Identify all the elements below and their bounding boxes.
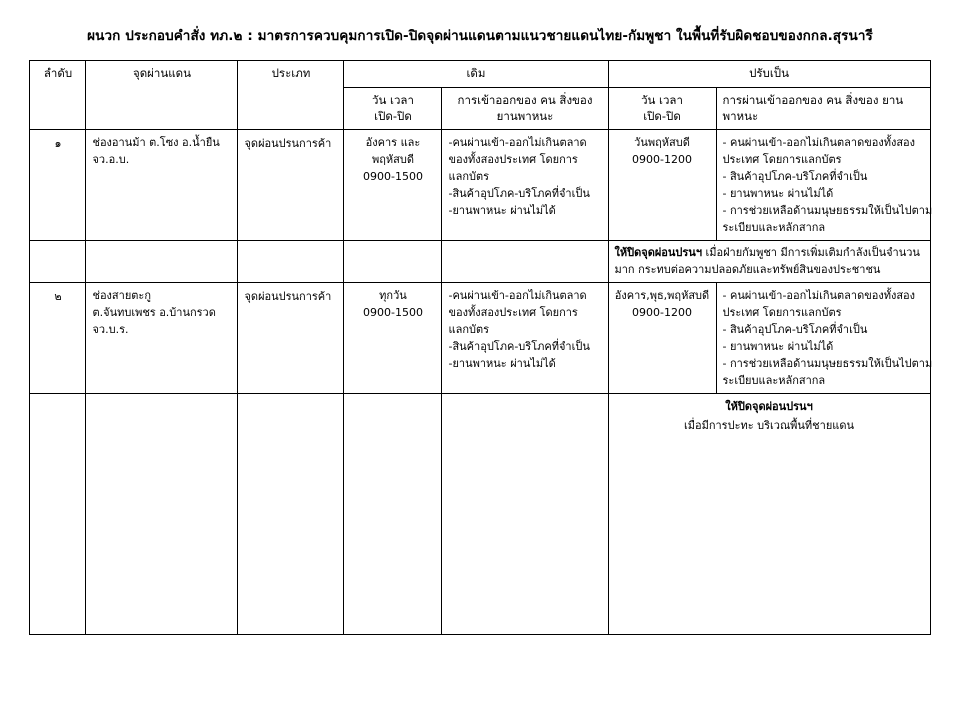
header-new-date: [608, 87, 716, 129]
row-point-line2: จว.อ.บ.: [92, 152, 130, 166]
note-point-spacer: [86, 241, 238, 283]
row-new-terms: [716, 283, 933, 394]
row-new-date-line2: 0900-1200: [632, 306, 692, 320]
row-old-terms-line1: -คนผ่านเข้า-ออกไม่เกินตลาด: [448, 289, 587, 303]
row-old-terms-line4: -สินค้าอุปโภค-บริโภคที่จำเป็น: [448, 187, 590, 201]
note-old-date-spacer: [344, 241, 442, 283]
row-new-date-line2: 0900-1200: [632, 152, 692, 166]
note-line2: มาก กระทบต่อความปลอดภัยและทรัพย์สินของประชาชน: [614, 262, 881, 276]
table-note-row: [30, 241, 930, 283]
header-new-terms: การผ่านเข้าออกของ คน สิ่งของ ยานพาหนะ: [716, 87, 930, 129]
row-new-terms-line4: - ยานพาหนะ ผ่านไม่ได้: [722, 187, 834, 201]
row-new-terms-line1: - คนผ่านเข้า-ออกไม่เกินตลาดของทั้งสอง: [722, 289, 916, 303]
note-no-spacer: [30, 241, 86, 283]
note-text: [608, 241, 930, 283]
row-old-date-line2: พฤหัสบดี: [371, 152, 414, 166]
row-old-terms-line5: -ยานพาหนะ ผ่านไม่ได้: [448, 204, 556, 218]
row-new-date: [608, 283, 716, 394]
row-new-date-line1: อังคาร,พุธ,พฤหัสบดี: [614, 289, 710, 303]
row-new-terms-line3: - สินค้าอุปโภค-บริโภคที่จำเป็น: [722, 169, 868, 183]
header-old-date: [344, 87, 442, 129]
header-old-terms-line1: การเข้าออกของ คน สิ่งของ: [457, 92, 593, 107]
note-bold: ให้ปิดจุดผ่อนปรนฯ: [614, 246, 702, 260]
table-closing-row: [30, 394, 930, 635]
row-old-terms-line3: แลกบัตร: [448, 169, 490, 183]
row-point-line1: ช่องอานม้า ต.โซง อ.น้ำยืน: [92, 135, 220, 149]
row-new-terms-line2: ประเทศ โดยการแลกบัตร: [722, 306, 842, 320]
row-new-terms-line6: ระเบียบและหลักสากล: [722, 374, 826, 388]
table-row: [30, 129, 930, 240]
row-new-terms-line5: - การช่วยเหลือด้านมนุษยธรรมให้เป็นไปตาม: [722, 204, 933, 218]
table-header-group-row: [30, 60, 930, 87]
row-old-date-line1: อังคาร และ: [365, 135, 421, 149]
row-new-terms-line6: ระเบียบและหลักสากล: [722, 221, 826, 235]
header-point: จุดผ่านแดน: [86, 60, 238, 129]
row-point: [86, 129, 238, 240]
table-body: [30, 129, 933, 635]
closing-text: [608, 394, 930, 635]
closing-old-terms-spacer: [442, 394, 608, 635]
header-old-date-line1: วัน เวลา: [372, 92, 414, 107]
row-type: จุดผ่อนปรนการค้า: [238, 129, 344, 240]
row-point: [86, 283, 238, 394]
page-title: ผนวก ประกอบคำสั่ง ทภ.๒ : มาตรการควบคุมการเปิด-ปิดจุดผ่านแดนตามแนวชายแดนไทย-กัมพูชา ในพื้นที่รับผิดชอบของกกล.สุรนารี: [87, 28, 873, 44]
header-new-date-line1: วัน เวลา: [641, 92, 683, 107]
row-old-date-line3: 0900-1500: [363, 169, 423, 183]
closing-no-spacer: [30, 394, 86, 635]
row-new-terms-line3: - สินค้าอุปโภค-บริโภคที่จำเป็น: [722, 323, 868, 337]
header-group-old: เดิม: [344, 60, 608, 87]
row-old-terms: [442, 283, 608, 394]
row-old-date-line1: ทุกวัน: [379, 289, 407, 303]
note-text-l1: เมื่อฝ่ายกัมพูชา มีการเพิ่มเติมกำลังเป็นจำนวน: [702, 246, 920, 260]
closing-bold: ให้ปิดจุดผ่อนปรนฯ: [725, 400, 813, 414]
row-old-terms-line4: -สินค้าอุปโภค-บริโภคที่จำเป็น: [448, 340, 590, 354]
document-page: [0, 28, 960, 707]
header-old-date-line2: เปิด-ปิด: [374, 109, 412, 124]
row-old-terms-line2: ของทั้งสองประเทศ โดยการ: [448, 152, 578, 166]
row-no: ๒: [30, 283, 86, 394]
header-new-date-line2: เปิด-ปิด: [643, 109, 681, 124]
row-new-date: [608, 129, 716, 240]
row-old-date: [344, 283, 442, 394]
closing-old-date-spacer: [344, 394, 442, 635]
note-line1: [615, 245, 924, 262]
row-no: ๑: [30, 129, 86, 240]
note-old-terms-spacer: [442, 241, 608, 283]
row-point-line2: ต.จันทบเพชร อ.บ้านกรวด: [92, 306, 216, 320]
row-new-terms-line5: - การช่วยเหลือด้านมนุษยธรรมให้เป็นไปตาม: [722, 357, 933, 371]
closing-body: เมื่อมีการปะทะ บริเวณพื้นที่ชายแดน: [683, 419, 855, 433]
row-old-terms-line3: แลกบัตร: [448, 323, 490, 337]
header-group-new: ปรับเป็น: [608, 60, 930, 87]
note-type-spacer: [238, 241, 344, 283]
row-old-terms-line1: -คนผ่านเข้า-ออกไม่เกินตลาด: [448, 135, 587, 149]
header-old-terms-line2: ยานพาหนะ: [496, 109, 554, 124]
row-old-date-line2: 0900-1500: [363, 306, 423, 320]
row-point-line3: จว.บ.ร.: [92, 323, 129, 337]
border-control-table: [29, 60, 933, 636]
row-old-terms: [442, 129, 608, 240]
row-new-terms: [716, 129, 933, 240]
header-old-terms: [442, 87, 608, 129]
row-new-terms-line1: - คนผ่านเข้า-ออกไม่เกินตลาดของทั้งสอง: [722, 135, 916, 149]
row-old-terms-line2: ของทั้งสองประเทศ โดยการ: [448, 306, 578, 320]
closing-type-spacer: [238, 394, 344, 635]
row-old-terms-line5: -ยานพาหนะ ผ่านไม่ได้: [448, 357, 556, 371]
row-old-date: [344, 129, 442, 240]
row-new-date-line1: วันพฤหัสบดี: [634, 135, 690, 149]
row-new-terms-line4: - ยานพาหนะ ผ่านไม่ได้: [722, 340, 834, 354]
table-row: [30, 283, 930, 394]
table-header: [30, 60, 930, 129]
header-type: ประเภท: [238, 60, 344, 129]
row-point-line1: ช่องสายตะกู: [92, 289, 151, 303]
header-no: ลำดับ: [30, 60, 86, 129]
row-new-terms-line2: ประเทศ โดยการแลกบัตร: [722, 152, 842, 166]
row-type: จุดผ่อนปรนการค้า: [238, 283, 344, 394]
closing-point-spacer: [86, 394, 238, 635]
